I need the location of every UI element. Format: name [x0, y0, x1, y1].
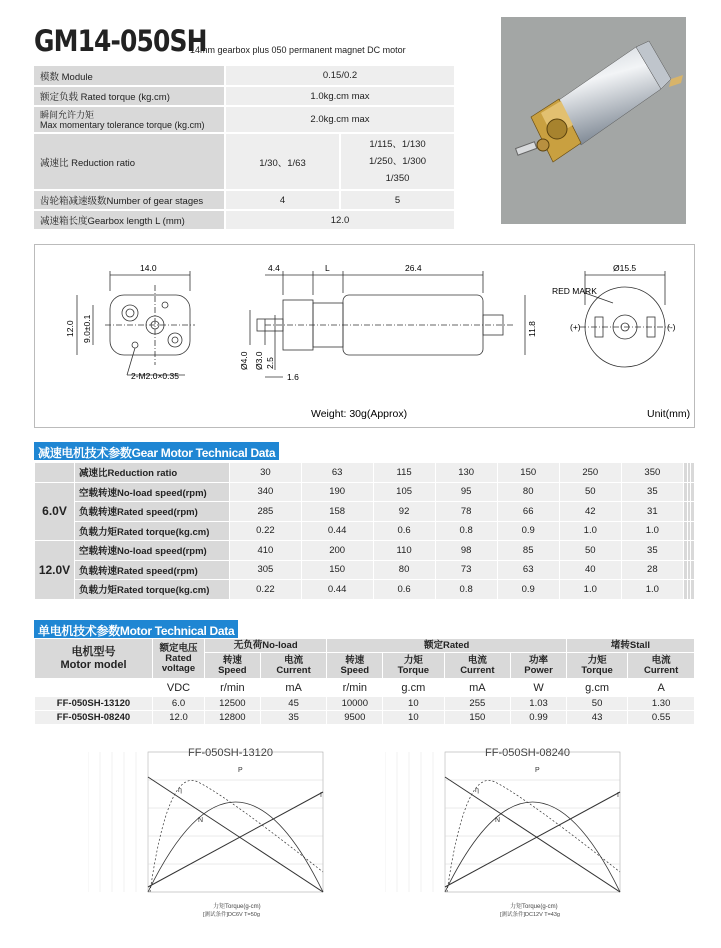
- value-cell: 9500: [327, 711, 383, 725]
- value-cell: 1.0: [559, 521, 621, 541]
- table-row: [35, 521, 695, 541]
- motor-photo: [501, 17, 686, 224]
- rated-torque-en: Torque: [397, 664, 430, 676]
- value-cell: 6.0: [153, 697, 205, 711]
- value-cell: 158: [301, 502, 373, 522]
- plot-frame: [445, 752, 620, 892]
- dim-12: 12.0: [65, 320, 75, 337]
- plot-frame: [148, 752, 323, 892]
- value-cell: 0.9: [497, 580, 559, 600]
- value-cell: 110: [373, 541, 435, 561]
- value-cell: 63: [497, 560, 559, 580]
- rated-speed-header: [327, 653, 383, 679]
- value-cell: 340: [230, 482, 302, 502]
- rated-speed-en: Speed: [340, 664, 370, 676]
- model-cell: FF-050SH-13120: [35, 697, 153, 711]
- curve-note: [测试条件]DC6V T=50g: [203, 912, 260, 918]
- table-row: [34, 190, 455, 210]
- value-cell: 95: [435, 482, 497, 502]
- row-label: 负载力矩Rated torque(kg.cm): [75, 580, 230, 600]
- red-mark-label: RED MARK: [552, 286, 597, 296]
- value-cell: 0.9: [497, 521, 559, 541]
- value-cell: 150: [444, 711, 511, 725]
- noload-header: 无负荷No-load: [205, 639, 327, 653]
- stages-a: 4: [225, 190, 340, 210]
- table-row: [35, 560, 695, 580]
- rated-power-header: [511, 653, 567, 679]
- blank-cell: [691, 541, 695, 561]
- value-cell: 1.0: [621, 521, 683, 541]
- value-cell: 0.44: [301, 580, 373, 600]
- value-cell: 1.0: [559, 580, 621, 600]
- blank-cell: [691, 580, 695, 600]
- dim-15-5: Ø15.5: [613, 263, 637, 273]
- stall-torque-header: [566, 653, 627, 679]
- value-cell: 410: [230, 541, 302, 561]
- stall-header: 堵转Stall: [566, 639, 694, 653]
- ratio-cell: 63: [301, 463, 373, 483]
- unit-cell: VDC: [153, 679, 205, 697]
- rated-header: 额定Rated: [327, 639, 566, 653]
- dim-9: 9.0±0.1: [82, 314, 92, 343]
- rated-current-cn: 电流: [467, 654, 487, 666]
- voltage-cell: 12.0V: [35, 541, 75, 600]
- stall-current-cn: 电流: [651, 654, 671, 666]
- technical-drawing: [34, 244, 695, 428]
- value-cell: 1.30: [628, 697, 695, 711]
- curve-label: N: [198, 817, 204, 824]
- max-torque-label: [34, 106, 225, 133]
- blank-cell: [691, 463, 695, 483]
- rated-current-en: Current: [460, 664, 495, 676]
- value-cell: 10: [383, 711, 444, 725]
- value-cell: 10000: [327, 697, 383, 711]
- model-cell: FF-050SH-08240: [35, 711, 153, 725]
- table-row: [34, 66, 455, 86]
- value-cell: 0.6: [373, 580, 435, 600]
- max-torque-label-en: Max momentary tolerance torque (kg.cm): [40, 119, 205, 130]
- module-label: 模数 Module: [34, 66, 225, 86]
- value-cell: 35: [260, 711, 327, 725]
- table-row: [35, 482, 695, 502]
- stall-current-en: Current: [643, 664, 679, 676]
- blank-cell: [691, 521, 695, 541]
- value-cell: 73: [435, 560, 497, 580]
- value-cell: 150: [301, 560, 373, 580]
- rated-power-cn: 功率: [529, 654, 549, 666]
- dim-26-4: 26.4: [405, 263, 422, 273]
- curve-label: I: [617, 792, 619, 799]
- unit-cell: r/min: [327, 679, 383, 697]
- dim-2-5: 2.5: [265, 357, 275, 369]
- dim-m2: 2-M2.0×0.35: [131, 371, 179, 381]
- table-row: [35, 580, 695, 600]
- table-row: [35, 697, 695, 711]
- motor-table: [34, 638, 695, 725]
- value-cell: 28: [621, 560, 683, 580]
- power-curve: [148, 802, 323, 892]
- curve-title: FF-050SH-13120: [188, 747, 273, 759]
- speed-curve: [445, 777, 620, 892]
- rated-torque-value: 1.0kg.cm max: [225, 86, 455, 106]
- units-blank: [35, 679, 153, 697]
- value-cell: 35: [621, 541, 683, 561]
- model-header: [35, 639, 153, 679]
- curve-xlabel: 力矩Torque(g-cm): [213, 904, 261, 910]
- value-cell: 42: [559, 502, 621, 522]
- value-cell: 78: [435, 502, 497, 522]
- ratio-row-label: 减速比Reduction ratio: [75, 463, 230, 483]
- rated-power-en: Power: [524, 664, 553, 676]
- rated-current-header: [444, 653, 511, 679]
- value-cell: 1.03: [511, 697, 567, 711]
- value-cell: 0.8: [435, 521, 497, 541]
- curve-note: [测试条件]DC12V T=43g: [500, 912, 560, 918]
- value-cell: 10: [383, 697, 444, 711]
- unit-cell: mA: [444, 679, 511, 697]
- noload-current-cn: 电流: [284, 654, 304, 666]
- page-title: GM14-050SH: [34, 24, 207, 58]
- page-subtitle: 14mm gearbox plus 050 permanent magnet DC motor: [190, 45, 406, 55]
- value-cell: 0.22: [230, 521, 302, 541]
- noload-speed-cn: 转速: [222, 654, 242, 666]
- row-label: 负载转速Rated speed(rpm): [75, 502, 230, 522]
- curve-label: N: [495, 817, 501, 824]
- unit-cell: W: [511, 679, 567, 697]
- plus-terminal: (+): [570, 322, 581, 332]
- ratio-cell: 115: [373, 463, 435, 483]
- curve-xlabel: 力矩Torque(g-cm): [510, 904, 558, 910]
- value-cell: 31: [621, 502, 683, 522]
- power-curve: [445, 802, 620, 892]
- stages-label: 齿轮箱减速级数Number of gear stages: [34, 190, 225, 210]
- value-cell: 50: [566, 697, 627, 711]
- rated-speed-cn: 转速: [345, 654, 365, 666]
- ratio-value-b: [340, 133, 455, 190]
- length-value: 12.0: [225, 210, 455, 230]
- dim-14: 14.0: [140, 263, 157, 273]
- stall-torque-cn: 力矩: [587, 654, 607, 666]
- value-cell: 0.99: [511, 711, 567, 725]
- value-cell: 200: [301, 541, 373, 561]
- value-cell: 50: [559, 541, 621, 561]
- rated-torque-header: [383, 653, 444, 679]
- curve-chart-1: [88, 742, 350, 920]
- value-cell: 105: [373, 482, 435, 502]
- motor-photo-image: [501, 17, 686, 224]
- max-torque-label-cn: 瞬间允许力矩: [40, 109, 95, 120]
- ratio-value-b2: 1/250、1/300: [368, 156, 427, 167]
- value-cell: 80: [497, 482, 559, 502]
- table-row: [34, 210, 455, 230]
- table-row: [34, 86, 455, 106]
- dim-d4: Ø4.0: [239, 351, 249, 370]
- dim-l: L: [325, 263, 330, 273]
- value-cell: 50: [559, 482, 621, 502]
- ratio-cell: 150: [497, 463, 559, 483]
- value-cell: 255: [444, 697, 511, 711]
- current-curve: [148, 792, 323, 887]
- curve-chart-2: [385, 742, 647, 920]
- value-cell: 66: [497, 502, 559, 522]
- table-row: [35, 502, 695, 522]
- noload-current-en: Current: [276, 664, 311, 676]
- unit-cell: mA: [260, 679, 327, 697]
- table-row: [35, 711, 695, 725]
- voltage-header-en1: Rated: [165, 652, 192, 664]
- unit-cell: r/min: [205, 679, 261, 697]
- table-row: [35, 541, 695, 561]
- voltage-header-cn: 额定电压: [159, 642, 198, 654]
- voltage-blank: [35, 463, 75, 483]
- table-row: [34, 106, 455, 133]
- blank-cell: [691, 502, 695, 522]
- value-cell: 40: [559, 560, 621, 580]
- value-cell: 12.0: [153, 711, 205, 725]
- noload-speed-en: Speed: [218, 664, 247, 676]
- value-cell: 1.0: [621, 580, 683, 600]
- voltage-header-en2: voltage: [161, 662, 196, 674]
- value-cell: 80: [373, 560, 435, 580]
- gear-section-header: 减速电机技术参数Gear Motor Technical Data: [34, 442, 279, 460]
- curve-label: η: [178, 787, 182, 794]
- row-label: 空载转速No-load speed(rpm): [75, 482, 230, 502]
- model-header-en: Motor model: [60, 658, 127, 671]
- value-cell: 305: [230, 560, 302, 580]
- rated-torque-label: 额定负载 Rated torque (kg.cm): [34, 86, 225, 106]
- voltage-cell: 6.0V: [35, 482, 75, 541]
- dim-11-8: 11.8: [527, 321, 537, 337]
- ratio-value-a: 1/30、1/63: [225, 133, 340, 190]
- value-cell: 0.8: [435, 580, 497, 600]
- value-cell: 0.6: [373, 521, 435, 541]
- ratio-cell: 30: [230, 463, 302, 483]
- voltage-header: [153, 639, 205, 679]
- unit-cell: g.cm: [383, 679, 444, 697]
- curve-label: P: [238, 767, 243, 774]
- dim-1-6: 1.6: [287, 372, 299, 382]
- dim-4-4: 4.4: [268, 263, 280, 273]
- row-label: 负载转速Rated speed(rpm): [75, 560, 230, 580]
- speed-curve: [148, 777, 323, 892]
- curve-label: I: [320, 792, 322, 799]
- minus-terminal: (-): [667, 322, 676, 332]
- value-cell: 45: [260, 697, 327, 711]
- ratio-cell: 350: [621, 463, 683, 483]
- unit-text: Unit(mm): [647, 408, 691, 420]
- blank-cell: [691, 482, 695, 502]
- ratio-cell: 250: [559, 463, 621, 483]
- ratio-value-b1: 1/115、1/130: [369, 139, 426, 150]
- curve-title: FF-050SH-08240: [485, 747, 570, 759]
- value-cell: 190: [301, 482, 373, 502]
- value-cell: 285: [230, 502, 302, 522]
- module-value: 0.15/0.2: [225, 66, 455, 86]
- dim-d3: Ø3.0: [254, 351, 264, 370]
- curve-label: η: [475, 787, 479, 794]
- ratio-cell: 130: [435, 463, 497, 483]
- unit-cell: A: [628, 679, 695, 697]
- length-label: 减速箱长度Gearbox length L (mm): [34, 210, 225, 230]
- max-torque-value: 2.0kg.cm max: [225, 106, 455, 133]
- value-cell: 85: [497, 541, 559, 561]
- table-row: [35, 463, 695, 483]
- motor-section-header: 单电机技术参数Motor Technical Data: [34, 620, 238, 638]
- units-row: [35, 679, 695, 697]
- value-cell: 0.55: [628, 711, 695, 725]
- value-cell: 0.44: [301, 521, 373, 541]
- rated-torque-cn: 力矩: [403, 654, 423, 666]
- table-row: [35, 639, 695, 653]
- ratio-label: 减速比 Reduction ratio: [34, 133, 225, 190]
- stall-torque-en: Torque: [581, 664, 613, 676]
- weight-text: Weight: 30g(Approx): [311, 408, 408, 420]
- value-cell: 92: [373, 502, 435, 522]
- row-label: 负载力矩Rated torque(kg.cm): [75, 521, 230, 541]
- table-row: [34, 133, 455, 190]
- current-curve: [445, 792, 620, 887]
- curve-label: P: [535, 767, 540, 774]
- gear-table: [34, 462, 695, 600]
- row-label: 空载转速No-load speed(rpm): [75, 541, 230, 561]
- noload-speed-header: [205, 653, 261, 679]
- value-cell: 35: [621, 482, 683, 502]
- model-header-cn: 电机型号: [71, 645, 116, 658]
- ratio-value-b3: 1/350: [385, 173, 410, 184]
- value-cell: 98: [435, 541, 497, 561]
- value-cell: 12800: [205, 711, 261, 725]
- value-cell: 0.22: [230, 580, 302, 600]
- unit-cell: g.cm: [566, 679, 627, 697]
- spec-table: [34, 66, 456, 231]
- value-cell: 12500: [205, 697, 261, 711]
- stages-b: 5: [340, 190, 455, 210]
- noload-current-header: [260, 653, 327, 679]
- blank-cell: [691, 560, 695, 580]
- drawing-canvas: [35, 245, 696, 429]
- stall-current-header: [628, 653, 695, 679]
- value-cell: 43: [566, 711, 627, 725]
